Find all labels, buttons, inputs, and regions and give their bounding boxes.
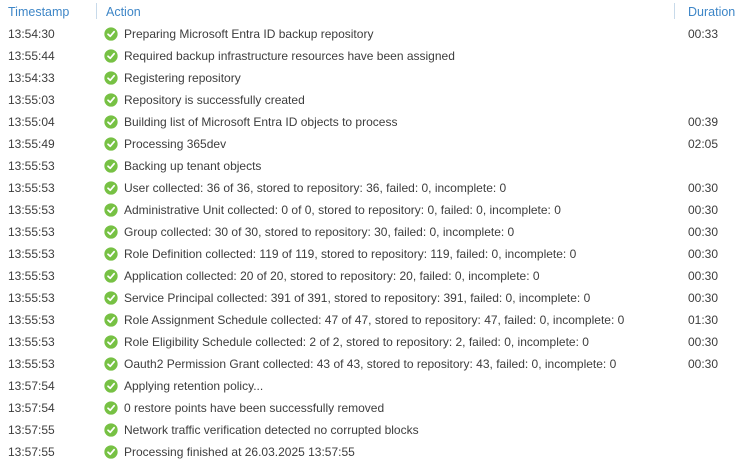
success-check-icon (104, 93, 118, 107)
timestamp-cell: 13:57:54 (8, 379, 55, 393)
success-check-icon (104, 269, 118, 283)
timestamp-cell: 13:55:44 (8, 49, 55, 63)
success-check-icon (104, 313, 118, 327)
success-check-icon (104, 335, 118, 349)
timestamp-cell: 13:55:53 (8, 335, 55, 349)
action-text: Repository is successfully created (124, 93, 305, 107)
success-check-icon (104, 159, 118, 173)
log-rows-container (0, 23, 736, 463)
action-cell (96, 133, 674, 155)
table-row[interactable] (0, 397, 736, 419)
action-text: Role Eligibility Schedule collected: 2 of 2, stored to repository: 2, failed: 0, incomplete: 0 (124, 335, 589, 349)
duration-cell: 00:30 (688, 247, 719, 261)
action-text: Processing finished at 26.03.2025 13:57:55 (124, 445, 355, 459)
action-text: Preparing Microsoft Entra ID backup repository (124, 27, 374, 41)
table-row[interactable] (0, 23, 736, 45)
table-row[interactable] (0, 375, 736, 397)
duration-cell: 01:30 (688, 313, 719, 327)
action-text: Applying retention policy... (124, 379, 264, 393)
column-header-action[interactable]: Action (96, 0, 674, 23)
action-text: User collected: 36 of 36, stored to repository: 36, failed: 0, incomplete: 0 (124, 181, 507, 195)
action-text: Role Definition collected: 119 of 119, stored to repository: 119, failed: 0, incomplete: 0 (124, 247, 577, 261)
action-cell (96, 331, 674, 353)
action-text: Registering repository (124, 71, 241, 85)
action-cell (96, 265, 674, 287)
success-check-icon (104, 423, 118, 437)
timestamp-cell: 13:55:49 (8, 137, 55, 151)
success-check-icon (104, 291, 118, 305)
action-text: Required backup infrastructure resources have been assigned (124, 49, 455, 63)
table-row[interactable] (0, 243, 736, 265)
column-header-timestamp[interactable]: Timestamp (8, 4, 70, 19)
duration-cell (674, 155, 736, 177)
duration-cell: 00:30 (688, 291, 719, 305)
timestamp-cell: 13:55:53 (8, 269, 55, 283)
timestamp-cell: 13:55:53 (8, 225, 55, 239)
success-check-icon (104, 115, 118, 129)
duration-cell: 00:30 (688, 203, 719, 217)
timestamp-cell: 13:55:53 (8, 247, 55, 261)
success-check-icon (104, 49, 118, 63)
action-cell (96, 441, 674, 463)
timestamp-cell: 13:55:53 (8, 357, 55, 371)
timestamp-cell: 13:54:30 (8, 27, 55, 41)
success-check-icon (104, 379, 118, 393)
action-cell (96, 353, 674, 375)
action-cell (96, 375, 674, 397)
action-cell (96, 221, 674, 243)
table-row[interactable] (0, 199, 736, 221)
success-check-icon (104, 137, 118, 151)
table-row[interactable] (0, 353, 736, 375)
table-row[interactable] (0, 89, 736, 111)
action-text: Oauth2 Permission Grant collected: 43 of 43, stored to repository: 43, failed: 0, incomplete: 0 (124, 357, 617, 371)
action-text: Processing 365dev (124, 137, 227, 151)
action-cell (96, 287, 674, 309)
action-cell (96, 45, 674, 67)
duration-cell (674, 397, 736, 419)
action-text: Application collected: 20 of 20, stored to repository: 20, failed: 0, incomplete: 0 (124, 269, 540, 283)
action-cell (96, 111, 674, 133)
table-row[interactable] (0, 177, 736, 199)
duration-cell: 00:30 (688, 225, 719, 239)
action-cell (96, 155, 674, 177)
table-row[interactable] (0, 441, 736, 463)
timestamp-cell: 13:57:54 (8, 401, 55, 415)
action-cell (96, 67, 674, 89)
table-row[interactable] (0, 133, 736, 155)
duration-cell (674, 375, 736, 397)
table-row[interactable] (0, 287, 736, 309)
action-cell (96, 309, 674, 331)
table-row[interactable] (0, 419, 736, 441)
table-row[interactable] (0, 111, 736, 133)
table-row[interactable] (0, 331, 736, 353)
success-check-icon (104, 247, 118, 261)
action-text: Administrative Unit collected: 0 of 0, stored to repository: 0, failed: 0, incomplete: 0 (124, 203, 561, 217)
action-text: Backing up tenant objects (124, 159, 262, 173)
column-header-row (0, 0, 736, 23)
duration-cell (674, 419, 736, 441)
success-check-icon (104, 27, 118, 41)
duration-cell (674, 45, 736, 67)
duration-cell: 00:30 (688, 357, 719, 371)
success-check-icon (104, 71, 118, 85)
timestamp-cell: 13:55:03 (8, 93, 55, 107)
success-check-icon (104, 203, 118, 217)
action-cell (96, 243, 674, 265)
timestamp-cell: 13:55:53 (8, 203, 55, 217)
duration-cell: 00:30 (688, 335, 719, 349)
action-text: Role Assignment Schedule collected: 47 of 47, stored to repository: 47, failed: 0, incomplete: 0 (124, 313, 625, 327)
table-row[interactable] (0, 265, 736, 287)
timestamp-cell: 13:55:53 (8, 291, 55, 305)
action-cell (96, 23, 674, 45)
success-check-icon (104, 225, 118, 239)
success-check-icon (104, 181, 118, 195)
duration-cell: 02:05 (688, 137, 719, 151)
duration-cell: 00:39 (688, 115, 719, 129)
table-row[interactable] (0, 309, 736, 331)
table-row[interactable] (0, 67, 736, 89)
timestamp-cell: 13:55:04 (8, 115, 55, 129)
timestamp-cell: 13:55:53 (8, 313, 55, 327)
duration-cell: 00:33 (688, 27, 719, 41)
duration-cell (674, 67, 736, 89)
action-text: Group collected: 30 of 30, stored to repository: 30, failed: 0, incomplete: 0 (124, 225, 515, 239)
success-check-icon (104, 401, 118, 415)
duration-cell: 00:30 (688, 181, 719, 195)
timestamp-cell: 13:55:53 (8, 181, 55, 195)
action-cell (96, 397, 674, 419)
duration-cell: 00:30 (688, 269, 719, 283)
action-text: Network traffic verification detected no corrupted blocks (124, 423, 419, 437)
table-row[interactable] (0, 45, 736, 67)
timestamp-cell: 13:57:55 (8, 423, 55, 437)
action-cell (96, 89, 674, 111)
duration-cell (674, 89, 736, 111)
action-cell (96, 177, 674, 199)
action-cell (96, 199, 674, 221)
success-check-icon (104, 445, 118, 459)
table-row[interactable] (0, 221, 736, 243)
action-text: Building list of Microsoft Entra ID objects to process (124, 115, 398, 129)
column-header-duration[interactable]: Duration (674, 0, 736, 23)
table-row[interactable] (0, 155, 736, 177)
timestamp-cell: 13:54:33 (8, 71, 55, 85)
timestamp-cell: 13:57:55 (8, 445, 55, 459)
duration-cell (674, 441, 736, 463)
success-check-icon (104, 357, 118, 371)
action-text: 0 restore points have been successfully removed (124, 401, 385, 415)
action-cell (96, 419, 674, 441)
timestamp-cell: 13:55:53 (8, 159, 55, 173)
action-text: Service Principal collected: 391 of 391, stored to repository: 391, failed: 0, incomplete: 0 (124, 291, 591, 305)
